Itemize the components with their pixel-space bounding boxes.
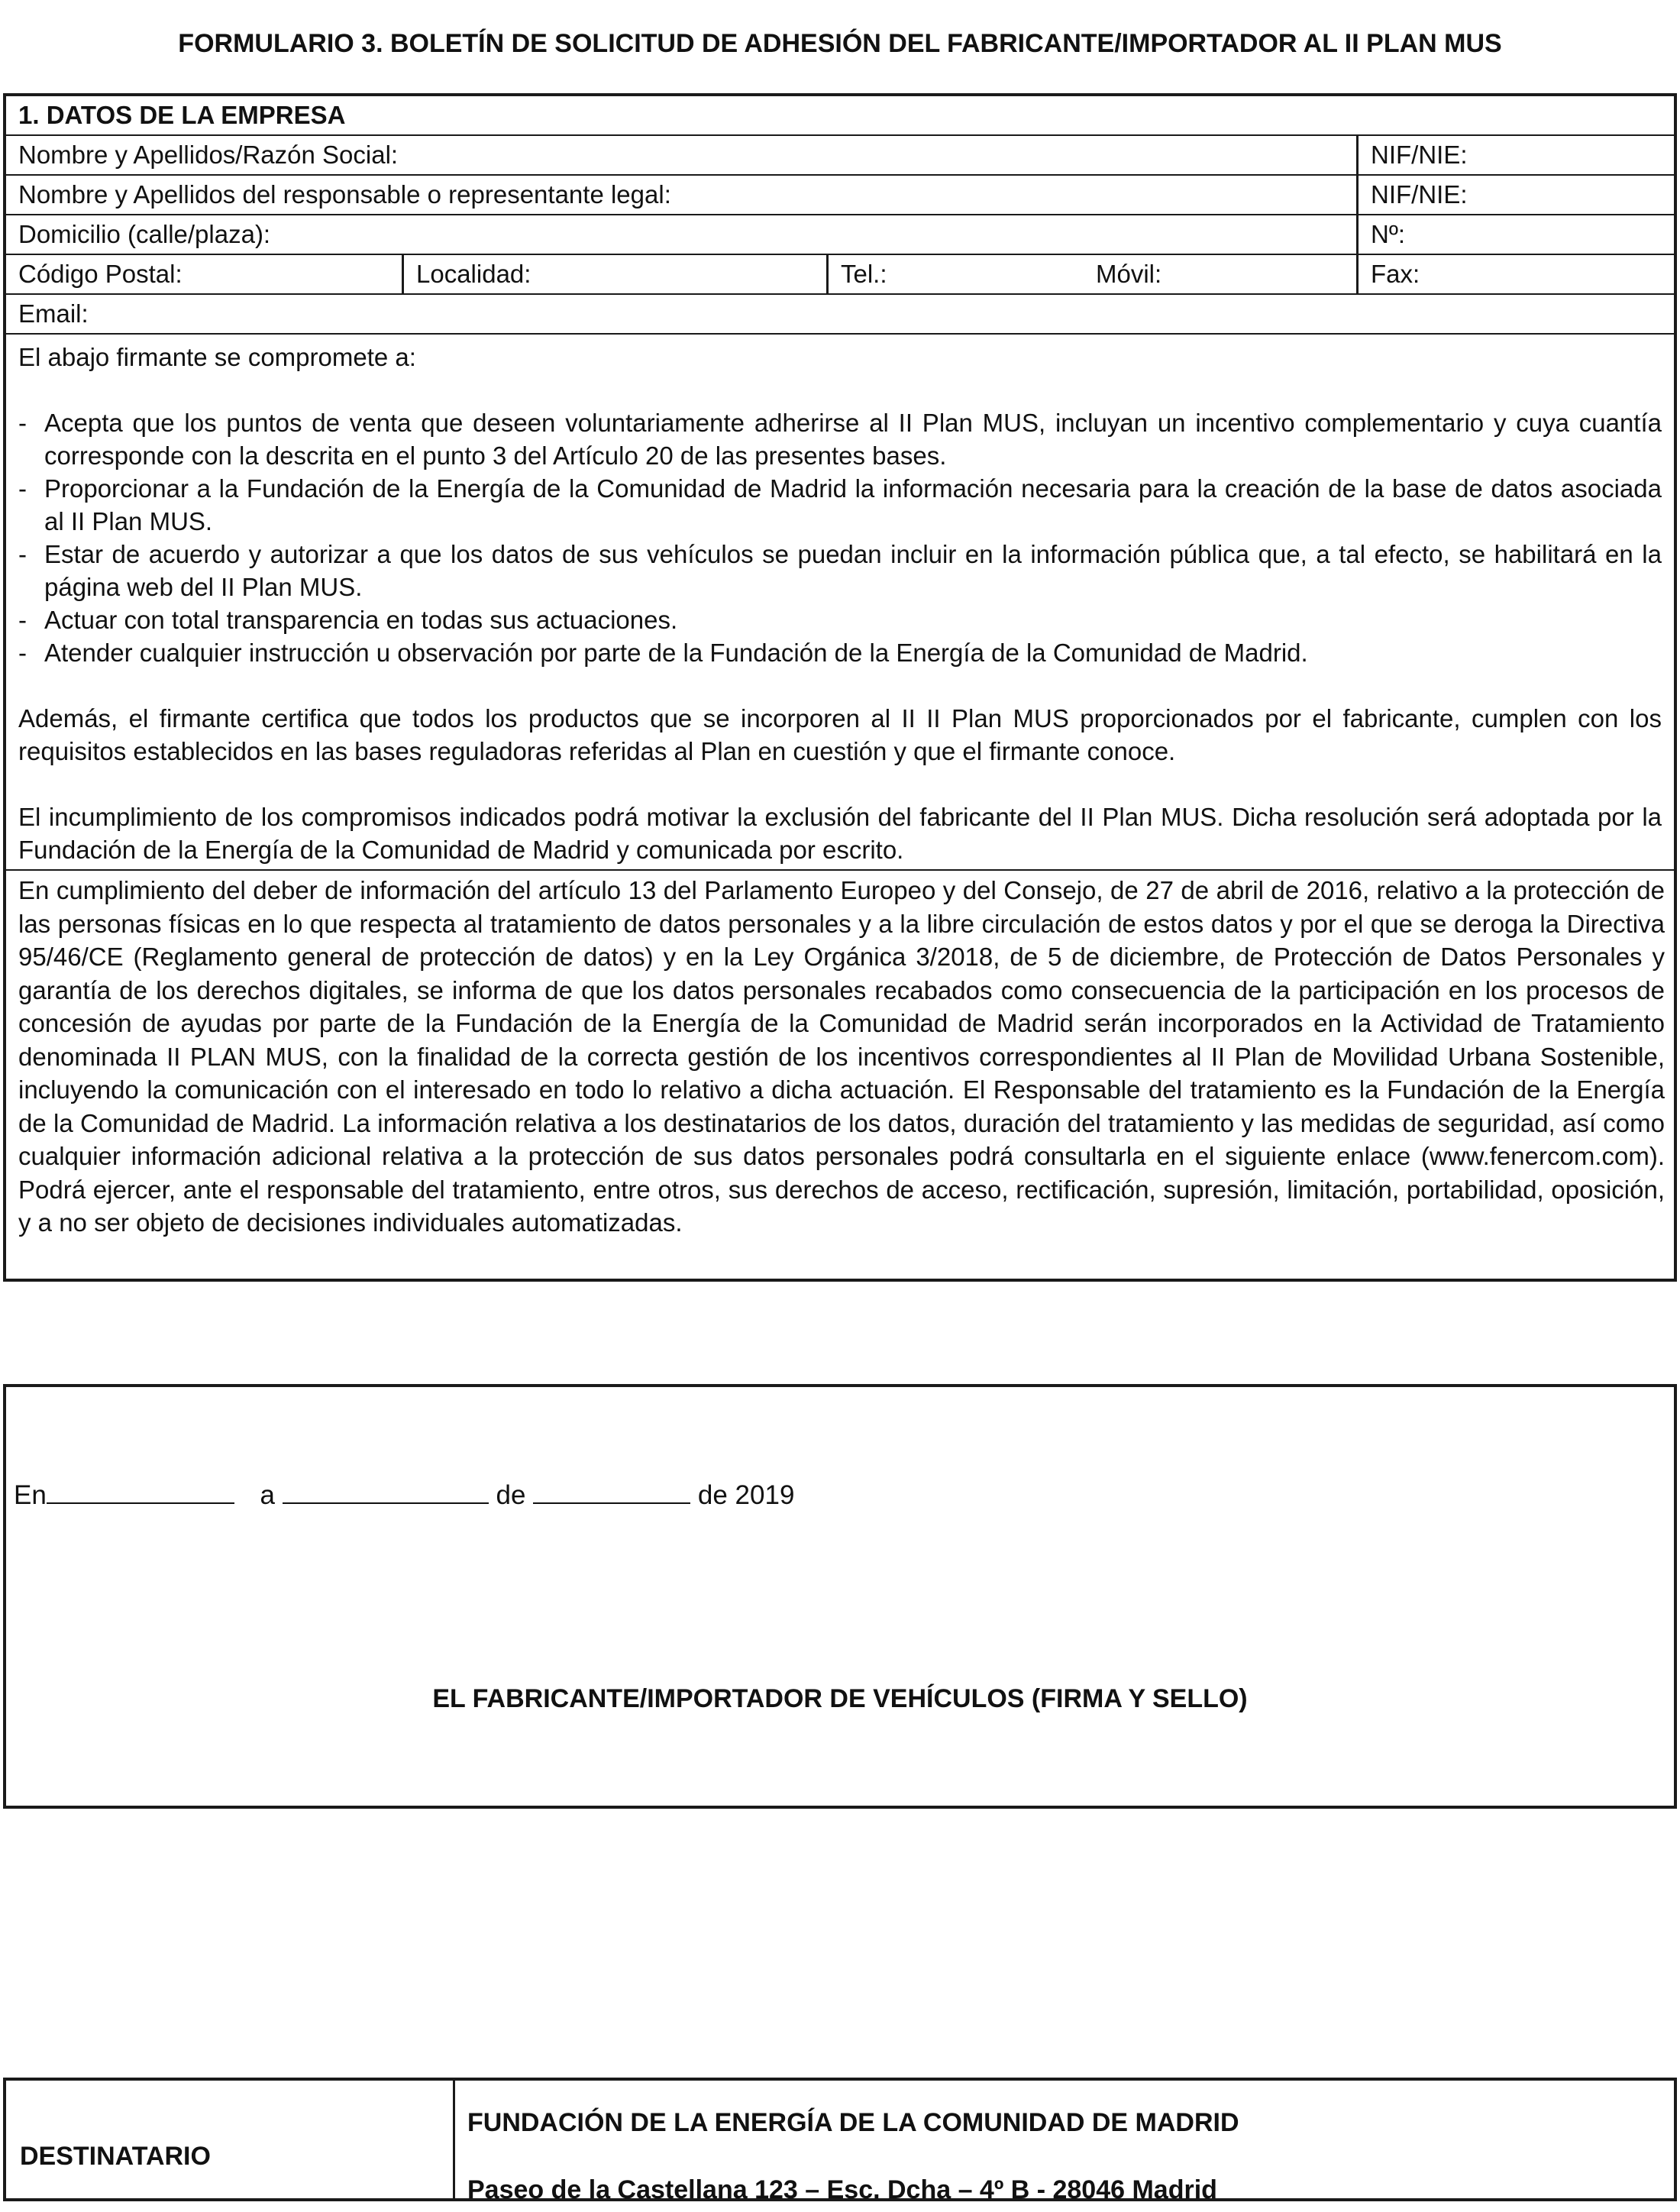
- recipient-label: DESTINATARIO: [20, 2142, 211, 2171]
- representative-field[interactable]: Nombre y Apellidos del responsable o representante legal:: [18, 180, 671, 209]
- address-field[interactable]: Domicilio (calle/plaza):: [18, 220, 271, 248]
- place-blank[interactable]: [47, 1480, 234, 1504]
- certification-paragraph: Además, el firmante certifica que todos los productos que se incorporen al II II Plan MUS proporcionados por el fabricante, cumplen con los requisitos establecidos en las bases reguladoras referidas al Plan en cuestión y que el firmante conoce.: [18, 704, 1662, 765]
- section-title: 1. DATOS DE LA EMPRESA: [18, 101, 346, 129]
- commitments-text: [6, 335, 1674, 869]
- commitment-item: - Estar de acuerdo y autorizar a que los datos de sus vehículos se puedan incluir en la información pública que, a tal efecto, se habilitará en la página web del II Plan MUS.: [18, 540, 1662, 601]
- recipient-box: [3, 2078, 1677, 2204]
- section-title-row: [6, 96, 1674, 136]
- name-field[interactable]: Nombre y Apellidos/Razón Social:: [18, 141, 399, 169]
- commitment-item: - Proporcionar a la Fundación de la Energía de la Comunidad de Madrid la información necesaria para la creación de la base de datos asociada al II Plan MUS.: [18, 474, 1662, 535]
- mobile-field[interactable]: Móvil:: [1096, 260, 1162, 288]
- form-title: FORMULARIO 3. BOLETÍN DE SOLICITUD DE ADHESIÓN DEL FABRICANTE/IMPORTADOR AL II PLAN MUS: [178, 29, 1502, 58]
- number-field[interactable]: Nº:: [1356, 215, 1674, 254]
- phone-cell: [826, 255, 1356, 293]
- name-row: [6, 136, 1674, 176]
- locality-field[interactable]: Localidad:: [402, 255, 826, 293]
- phone-field[interactable]: Tel.:: [841, 260, 887, 288]
- commitment-item: - Atender cualquier instrucción u observación por parte de la Fundación de la Energía de la Comunidad de Madrid.: [18, 639, 1308, 667]
- commitment-item: - Actuar con total transparencia en todas sus actuaciones.: [18, 606, 678, 634]
- signature-caption: EL FABRICANTE/IMPORTADOR DE VEHÍCULOS (FIRMA Y SELLO): [432, 1684, 1248, 1713]
- signature-box: [3, 1384, 1677, 1809]
- signature-date-line: [14, 1480, 794, 1511]
- recipient-organization: FUNDACIÓN DE LA ENERGÍA DE LA COMUNIDAD DE MADRID: [467, 2108, 1239, 2137]
- address-row: [6, 215, 1674, 255]
- day-blank[interactable]: [283, 1480, 489, 1504]
- month-prefix: de: [496, 1480, 526, 1510]
- day-prefix: a: [260, 1480, 276, 1510]
- fax-field[interactable]: Fax:: [1356, 255, 1674, 293]
- contact-row: [6, 255, 1674, 295]
- commitment-intro: El abajo firmante se compromete a:: [18, 343, 416, 371]
- month-blank[interactable]: [533, 1480, 690, 1504]
- nif-field[interactable]: NIF/NIE:: [1356, 136, 1674, 174]
- commitments-block: [6, 335, 1674, 871]
- year-text: de 2019: [697, 1480, 795, 1510]
- representative-row: [6, 176, 1674, 215]
- privacy-block: [6, 871, 1674, 1244]
- commitment-item: - Acepta que los puntos de venta que deseen voluntariamente adherirse al II Plan MUS, incluyan un incentivo complementario y cuya cuantía corresponde con la descrita en el punto 3 del Artículo 20 de las presentes bases.: [18, 409, 1662, 470]
- place-prefix: En: [14, 1480, 47, 1510]
- company-data-section: [3, 93, 1677, 1282]
- recipient-label-cell: [6, 2081, 455, 2198]
- exclusion-paragraph: El incumplimiento de los compromisos indicados podrá motivar la exclusión del fabricante del II Plan MUS. Dicha resolución será adoptada por la Fundación de la Energía de la Comunidad de Madrid y comunicada por escrito.: [18, 803, 1662, 864]
- recipient-address: Paseo de la Castellana 123 – Esc. Dcha – 4º B - 28046 Madrid: [467, 2175, 1217, 2204]
- email-field[interactable]: Email:: [18, 299, 89, 328]
- email-row: [6, 295, 1674, 335]
- representative-nif-field[interactable]: NIF/NIE:: [1356, 176, 1674, 214]
- postal-code-field[interactable]: Código Postal:: [18, 260, 183, 288]
- privacy-notice: En cumplimiento del deber de información del artículo 13 del Parlamento Europeo y del Consejo, de 27 de abril de 2016, relativo a la protección de las personas físicas en lo que respecta al tratamiento de datos personales y a la libre circulación de estos datos y por el que se deroga la Directiva 95/46/CE (Reglamento general de protección de datos) y en la Ley Orgánica 3/2018, de 5 de diciembre, de Protección de Datos Personales y garantía de los derechos digitales, se informa de que los datos personales recabados como consecuencia de la participación en los procesos de concesión de ayudas por parte de la Fundación de la Energía de la Comunidad de Madrid serán incorporados en la Actividad de Tratamiento denominada II PLAN MUS, con la finalidad de la correcta gestión de los incentivos correspondientes al II Plan de Movilidad Urbana Sostenible, incluyendo la comunicación con el interesado en todo lo relativo a dicha actuación. El Responsable del tratamiento es la Fundación de la Energía de la Comunidad de Madrid. La información relativa a los destinatarios de los datos, duración del tratamiento y las medidas de seguridad, así como cualquier información adicional relativa a la protección de sus datos personales podrá consultarla en el siguiente enlace (www.fenercom.com). Podrá ejercer, ante el responsable del tratamiento, entre otros, sus derechos de acceso, rectificación, supresión, limitación, portabilidad, oposición, y a no ser objeto de decisiones individuales automatizadas.: [18, 876, 1665, 1237]
